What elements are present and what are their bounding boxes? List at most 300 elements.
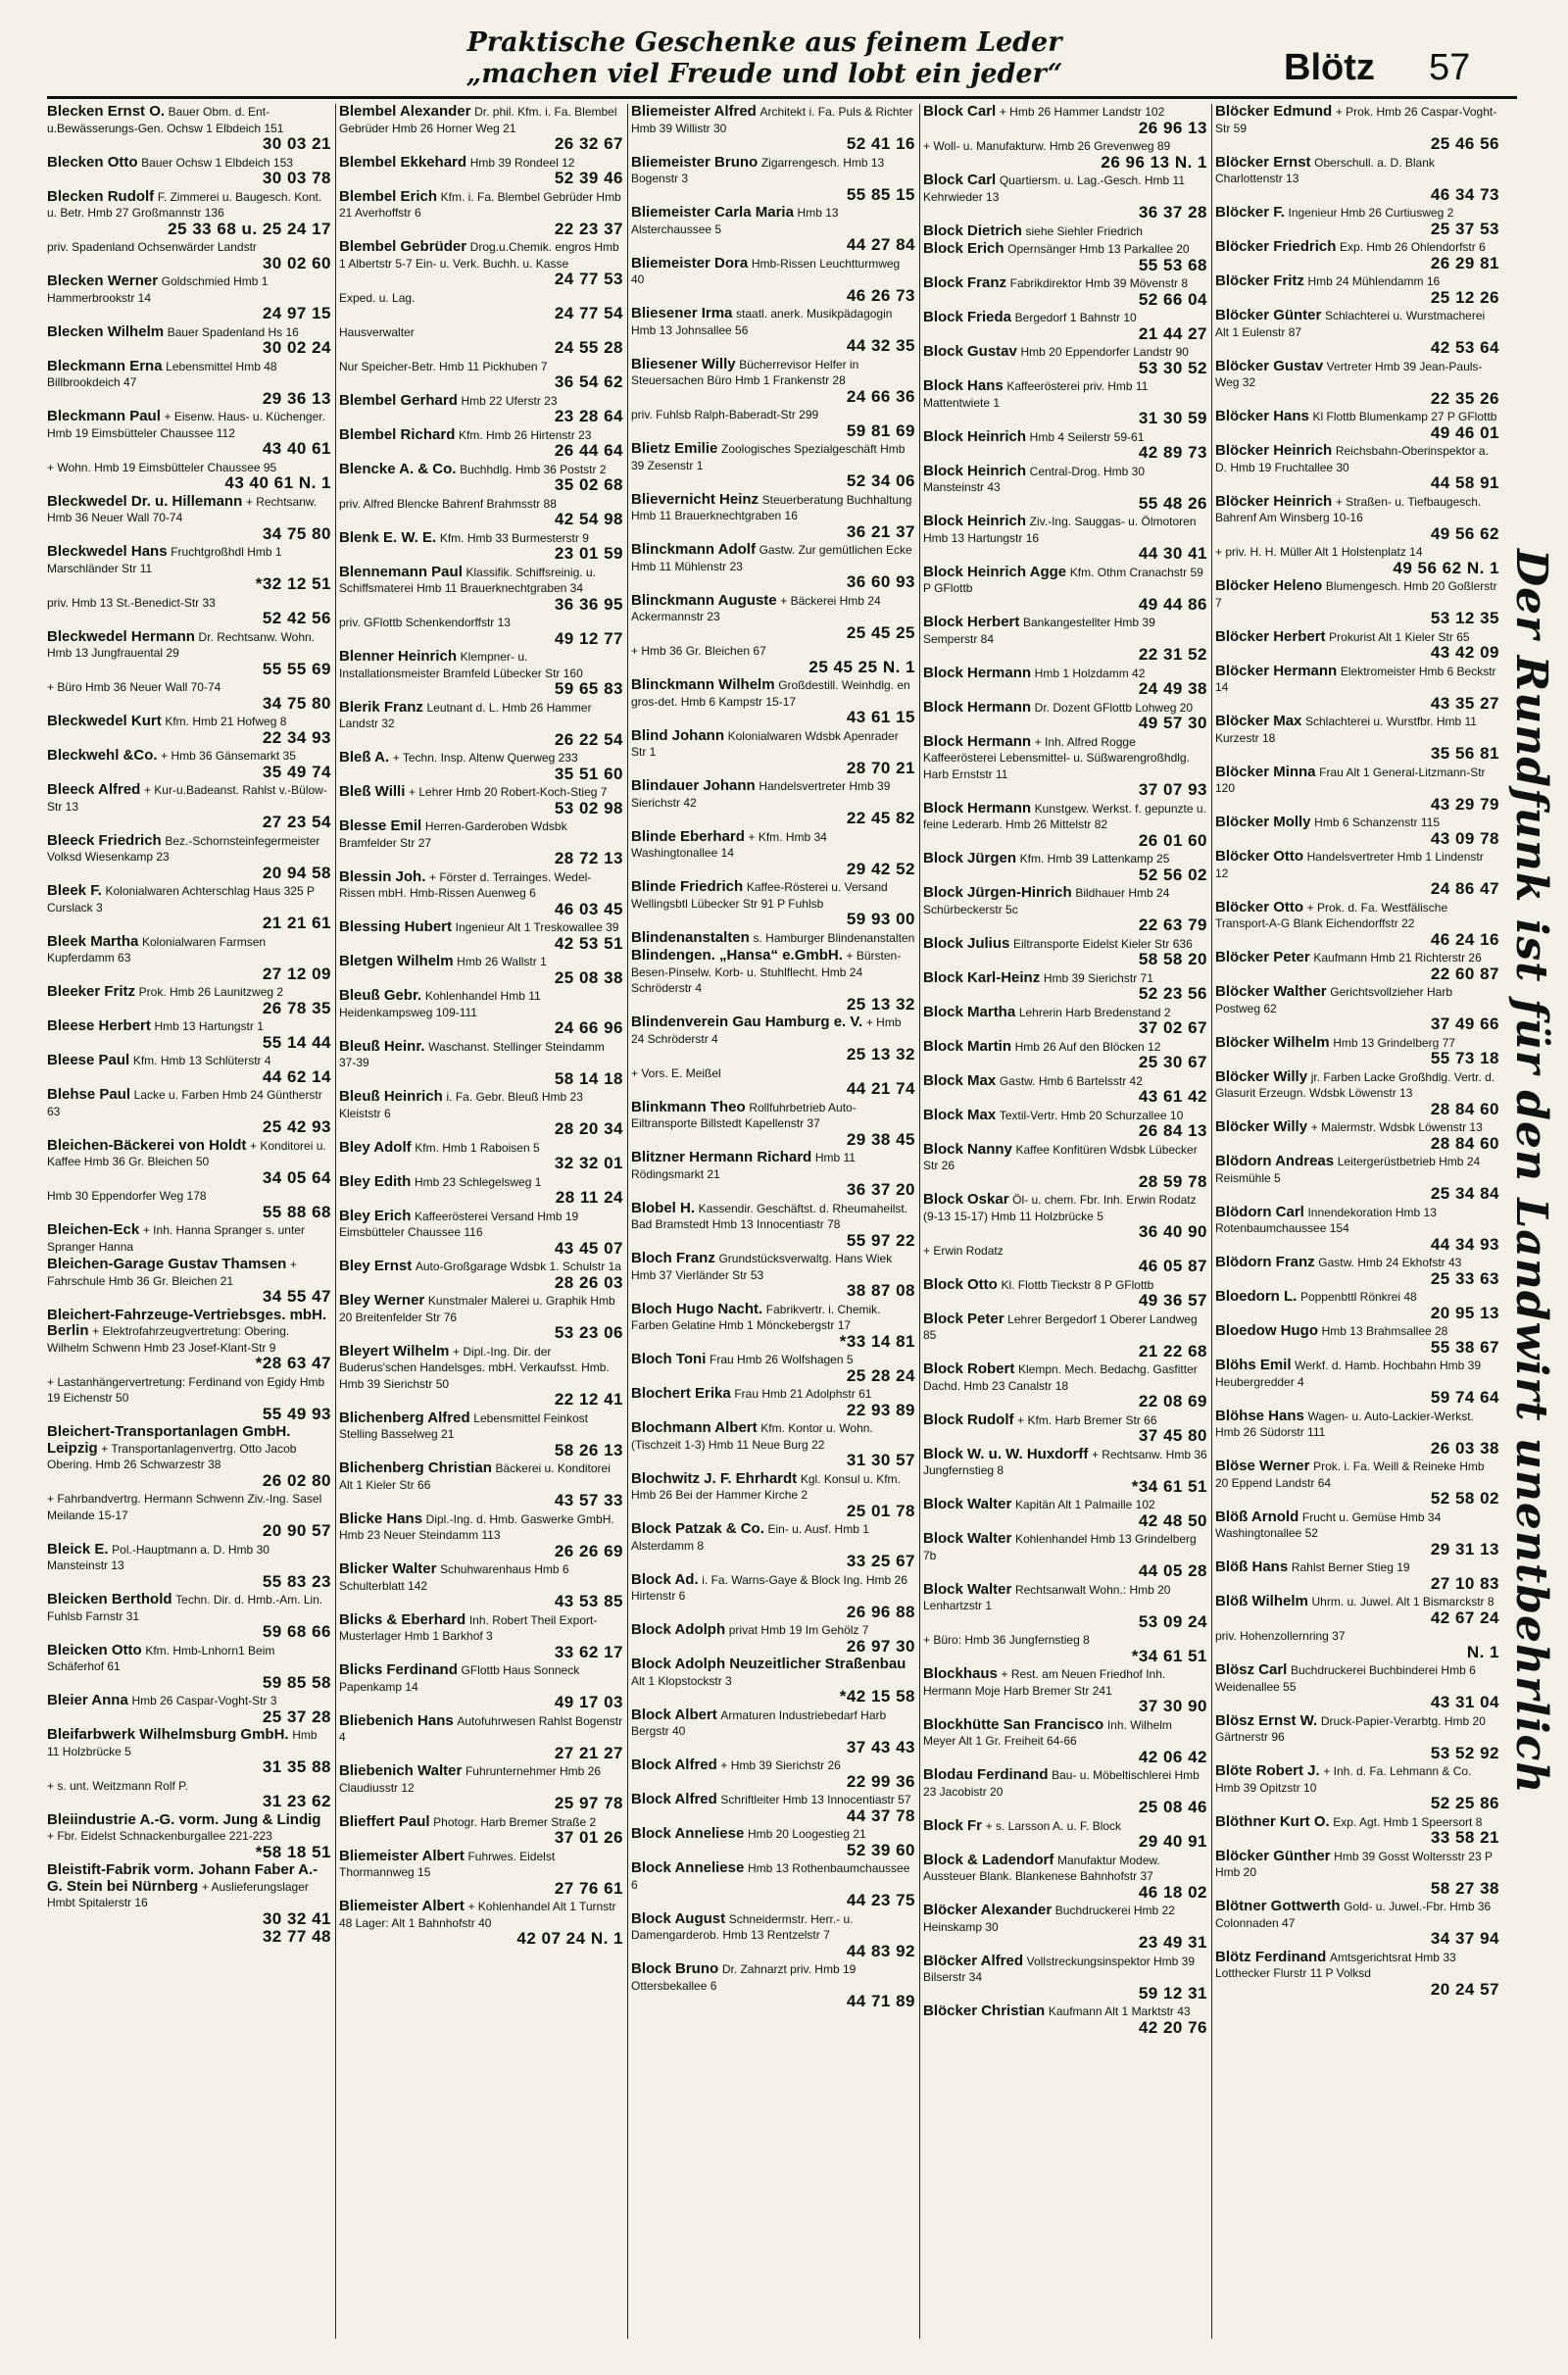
directory-entry — [339, 649, 623, 698]
entry-info: privat Hmb 19 Im Gehölz 7 — [728, 1623, 869, 1637]
entry-name: Blecken Werner — [47, 272, 159, 289]
entry-phone: 25 45 25 — [846, 622, 915, 642]
entry-name: Block Dietrich — [923, 222, 1022, 239]
entry-phone: 46 05 87 — [1138, 1257, 1207, 1275]
entry-name: Blöß Wilhelm — [1215, 1593, 1308, 1609]
entry-phone: 55 38 67 — [1430, 1337, 1499, 1357]
directory-entry — [923, 310, 1207, 342]
entry-name: Bliemeister Albert — [339, 1898, 465, 1914]
directory-entry — [923, 2004, 1207, 2036]
entry-phone: 59 85 58 — [262, 1672, 331, 1692]
entry-name: Block Hermann — [923, 664, 1032, 681]
entry-phone: 58 58 20 — [1138, 950, 1207, 968]
entry-phone: 52 42 56 — [262, 609, 331, 627]
entry-phone: 22 93 89 — [846, 1400, 915, 1419]
entry-info: Hmb 39 Rondeel 12 — [469, 155, 575, 170]
entry-info: priv. Spadenland Ochsenwärder Landstr — [47, 240, 257, 254]
entry-name: Block Fr — [923, 1816, 983, 1834]
entry-phone: 44 30 41 — [1138, 544, 1207, 563]
entry-phone: 22 08 69 — [1138, 1392, 1207, 1410]
entry-phone: 25 97 78 — [554, 1794, 623, 1812]
directory-entry — [631, 1352, 915, 1384]
directory-entry — [631, 1201, 915, 1250]
entry-phone: 24 97 15 — [262, 304, 331, 322]
entry-phone: 37 30 90 — [1138, 1697, 1207, 1715]
entry-phone: 55 14 44 — [262, 1032, 331, 1052]
directory-entry — [631, 1657, 915, 1706]
directory-entry — [1215, 205, 1499, 237]
entry-phone: 20 95 13 — [1430, 1303, 1499, 1322]
entry-info: Frau Hmb 26 Wolfshagen 5 — [710, 1353, 854, 1366]
directory-entry — [1215, 1950, 1499, 1999]
entry-info: + Straßen- u. Tiefbaugesch. Bahrenf Am Winsberg 10-16 — [1215, 494, 1482, 524]
entry-info: + priv. H. H. Müller Alt 1 Holstenplatz 14 — [1215, 545, 1423, 559]
entry-info: Kaffeerösterei priv. Hmb 11 Mattentwiete 1 — [923, 379, 1149, 410]
entry-phone: 44 34 93 — [1430, 1234, 1499, 1254]
entry-phone: 59 65 83 — [554, 679, 623, 698]
entry-phone: 26 84 13 — [1138, 1121, 1207, 1140]
entry-name: Blieffert Paul — [339, 1812, 430, 1830]
entry-info: Frucht u. Gemüse Hmb 34 Washingtonallee 52 — [1215, 1509, 1442, 1540]
entry-name: Block Walter — [923, 1496, 1012, 1512]
directory-entry — [47, 1592, 331, 1641]
entry-phone: 52 39 60 — [846, 1840, 915, 1859]
directory-entry — [631, 492, 915, 541]
entry-info: Hausverwalter — [339, 324, 415, 339]
entry-phone: *34 61 51 — [1131, 1476, 1207, 1496]
entry-info: Kassendir. Geschäftst. d. Rheumaheilst. Bad Bramstedt Hmb 13 Innocentiastr 78 — [631, 1201, 908, 1231]
directory-entry — [339, 1763, 623, 1812]
directory-entry — [1215, 849, 1499, 898]
directory-entry — [339, 1612, 623, 1661]
entry-phone: 25 37 28 — [262, 1707, 331, 1726]
entry-phone: 58 14 18 — [554, 1068, 623, 1088]
directory-entry — [1215, 1409, 1499, 1458]
entry-info: Vertreter Hmb 39 Jean-Pauls-Weg 32 — [1215, 359, 1483, 389]
entry-name: Blinckmann Adolf — [631, 541, 756, 558]
entry-name: Bloedorn L. — [1215, 1288, 1298, 1305]
entry-name: Bleichen-Eck — [47, 1221, 140, 1238]
entry-info: Fabrikdirektor Hmb 39 Mövenstr 8 — [1009, 276, 1189, 290]
directory-entry — [631, 1911, 915, 1960]
directory-entry — [923, 1853, 1207, 1902]
entry-name: Bleß A. — [339, 749, 390, 766]
directory-entry — [631, 1420, 915, 1469]
entry-phone: 20 94 58 — [262, 863, 331, 882]
entry-phone: 44 05 28 — [1138, 1561, 1207, 1580]
entry-phone: 53 30 52 — [1138, 358, 1207, 377]
directory-entry — [1215, 104, 1499, 153]
entry-info: Kfm. Hmb 13 Schlüterstr 4 — [132, 1054, 271, 1067]
entry-phone: 25 45 25 N. 1 — [808, 657, 915, 676]
entry-phone: 34 05 64 — [262, 1167, 331, 1187]
entry-info: + Bäckerei Hmb 24 Ackermannstr 23 — [631, 593, 881, 623]
entry-info: Drog.u.Chemik. engros Hmb 1 Albertstr 5-7 Ein- u. Verk. Buchh. u. Kasse — [339, 240, 619, 271]
entry-name: Bliemeister Carla Maria — [631, 204, 794, 221]
directory-entry — [1215, 359, 1499, 408]
directory-entry — [631, 948, 915, 1013]
entry-phone: 29 42 52 — [846, 859, 915, 878]
entry-phone: 42 07 24 N. 1 — [516, 1929, 623, 1948]
entry-info: + Hmb 26 Hammer Landstr 102 — [999, 105, 1165, 119]
entry-info: Rechtsanwalt Wohn.: Hmb 20 Lenhartzstr 1 — [923, 1582, 1171, 1612]
entry-info: Techn. Dir. d. Hmb.-Am. Lin. Fuhlsb Farnstr 31 — [47, 1593, 323, 1623]
ad-line-2: „machen viel Freude und lobt ein jeder“ — [466, 59, 1063, 89]
entry-info: Zoologisches Spezialgeschäft Hmb 39 Zesenstr 1 — [631, 442, 906, 472]
entry-name: Bleeck Friedrich — [47, 831, 162, 849]
entry-phone: 26 97 30 — [846, 1636, 915, 1656]
directory-entry — [339, 954, 623, 986]
directory-entry — [339, 1259, 623, 1291]
directory-entry — [923, 615, 1207, 664]
entry-phone: 37 01 26 — [554, 1828, 623, 1847]
directory-entry — [1215, 1255, 1499, 1287]
directory-entry — [47, 104, 331, 153]
entry-name: Bley Edith — [339, 1172, 412, 1190]
entry-info: + Hmb 36 Gr. Bleichen 67 — [631, 644, 766, 658]
entry-info: Lebensmittel Feinkost Stelling Basselweg 21 — [339, 1410, 588, 1441]
entry-phone: 44 83 92 — [846, 1941, 915, 1960]
entry-phone: 46 24 16 — [1430, 929, 1499, 949]
entry-name: Bleckmann Paul — [47, 408, 161, 424]
entry-phone: 23 49 31 — [1138, 1933, 1207, 1952]
entry-info: Herren-Garderoben Wdsbk Bramfelder Str 27 — [339, 819, 567, 850]
entry-info: Lacke u. Farben Hmb 24 Güntherstr 63 — [47, 1088, 322, 1118]
entry-phone: 53 52 92 — [1430, 1743, 1499, 1762]
entry-phone: 55 83 23 — [262, 1571, 331, 1591]
entry-info: Klempner- u. Installationsmeister Bramfeld Lübecker Str 160 — [339, 650, 583, 680]
entry-phone: 36 40 90 — [1138, 1222, 1207, 1241]
entry-name: Block Martha — [923, 1003, 1016, 1020]
entry-info: Poppenbttl Rönkrei 48 — [1299, 1290, 1417, 1304]
entry-phone: 34 75 80 — [262, 523, 331, 543]
entry-phone: 37 49 66 — [1430, 1014, 1499, 1033]
entry-name: Bliebenich Hans — [339, 1711, 454, 1729]
directory-entry — [47, 324, 331, 357]
entry-name: Blöcker Fritz — [1215, 272, 1304, 289]
entry-info: Gastw. Hmb 24 Ekhofstr 43 — [1318, 1256, 1462, 1269]
entry-info: Dr. phil. Kfm. i. Fa. Blembel Gebrüder Hmb 26 Horner Weg 21 — [339, 105, 617, 135]
entry-phone: 42 89 73 — [1138, 443, 1207, 462]
entry-name: Bley Werner — [339, 1292, 425, 1309]
entry-info: Inh. Wilhelm Meyer Alt 1 Gr. Freiheit 64-66 — [923, 1717, 1172, 1748]
entry-info: Frau Alt 1 General-Litzmann-Str 120 — [1215, 765, 1486, 795]
entry-info: Hmb 13 Rothenbaumchaussee 6 — [631, 1861, 910, 1892]
entry-name: Blindenverein Gau Hamburg e. V. — [631, 1014, 863, 1030]
entry-info: Hmb 13 Brahmsallee 28 — [1321, 1324, 1448, 1338]
entry-info: staatl. anerk. Musikpädagogin Hmb 13 Johnsallee 56 — [631, 307, 893, 337]
entry-name: Blöte Robert J. — [1215, 1762, 1320, 1779]
directory-entry — [923, 1361, 1207, 1410]
entry-info: Autofuhrwesen Rahlst Bogenstr 4 — [339, 1713, 623, 1744]
entry-name: Blembel Richard — [339, 425, 456, 443]
entry-name: Blöcker Gustav — [1215, 357, 1324, 374]
entry-info: Hmb 30 Eppendorfer Weg 178 — [47, 1189, 207, 1203]
entry-phone: 26 96 13 N. 1 — [1101, 152, 1207, 172]
directory-entry — [339, 869, 623, 918]
entry-name: Blöcker Heinrich — [1215, 492, 1333, 510]
entry-name: Bliesener Irma — [631, 305, 733, 322]
entry-name: Blöcker Minna — [1215, 763, 1316, 780]
entry-phone: 24 77 53 — [554, 270, 623, 288]
entry-name: Blinde Eberhard — [631, 827, 745, 845]
entry-name: Blockhaus — [923, 1665, 998, 1682]
entry-name: Block Robert — [923, 1361, 1015, 1377]
entry-info: Schlachterei u. Wurstfbr. Hmb 11 Kurzestr 18 — [1215, 715, 1477, 745]
directory-entry — [339, 700, 623, 749]
entry-phone: 55 55 69 — [262, 659, 331, 678]
directory-entry — [47, 984, 331, 1016]
entry-phone: 34 75 80 — [262, 693, 331, 713]
entry-name: Blöhs Emil — [1215, 1357, 1292, 1373]
directory-entry — [339, 530, 623, 563]
entry-phone: 28 70 21 — [846, 758, 915, 777]
directory-entry — [923, 970, 1207, 1003]
entry-phone: 43 40 61 — [262, 439, 331, 458]
entry-info: Exp. Hmb 26 Ohlendorfstr 6 — [1340, 240, 1486, 254]
entry-info: Dr. Rechtsanw. Wohn. Hmb 13 Jungfrauental 29 — [47, 629, 316, 660]
directory-entry — [923, 344, 1207, 376]
directory-entry — [631, 778, 915, 827]
directory-entry — [47, 883, 331, 932]
entry-info: Kaufmann Alt 1 Marktstr 43 — [1048, 2004, 1191, 2018]
directory-entry — [47, 1542, 331, 1591]
entry-phone: 49 57 30 — [1138, 714, 1207, 732]
entry-info: Hmb 13 Hartungstr 1 — [154, 1019, 264, 1033]
entry-info: Innendekoration Hmb 13 Rotenbaumchaussee 154 — [1215, 1205, 1437, 1235]
entry-phone: 42 53 51 — [554, 933, 623, 953]
entry-info: Hmb 39 Sierichstr 71 — [1043, 970, 1153, 985]
entry-phone: 52 66 04 — [1138, 289, 1207, 309]
entry-phone: 26 02 80 — [262, 1470, 331, 1490]
entry-info: Elektromeister Hmb 6 Beckstr 14 — [1215, 664, 1496, 694]
directory-entry — [1215, 1035, 1499, 1067]
entry-phone: 52 34 06 — [846, 471, 915, 490]
entry-info: Kfm. Kontor u. Wohn. (Tischzeit 1-3) Hmb 11 Neue Burg 22 — [631, 1421, 873, 1452]
directory-entry — [47, 1257, 331, 1306]
entry-phone: 22 45 82 — [846, 809, 915, 827]
directory-entry — [47, 1727, 331, 1776]
entry-info: Vollstreckungsinspektor Hmb 39 Bilserstr 34 — [923, 1954, 1196, 1984]
entry-phone: 26 03 38 — [1430, 1438, 1499, 1458]
entry-name: Bloedow Hugo — [1215, 1322, 1318, 1339]
entry-info: Prok. i. Fa. Weill & Reineke Hmb 20 Eppend Landstr 64 — [1215, 1460, 1485, 1490]
directory-entry — [923, 700, 1207, 732]
entry-name: Blöß Arnold — [1215, 1508, 1299, 1525]
entry-phone: 59 68 66 — [262, 1622, 331, 1641]
entry-phone: 52 23 56 — [1138, 984, 1207, 1003]
directory-entry — [47, 1778, 331, 1810]
directory-entry — [631, 1622, 915, 1655]
directory-entry — [631, 829, 915, 878]
entry-name: Blöcker Wilhelm — [1215, 1033, 1330, 1051]
entry-info: Architekt i. Fa. Puls & Richter Hmb 39 Willistr 30 — [631, 105, 913, 135]
entry-name: Blöcker Friedrich — [1215, 238, 1337, 255]
entry-name: Blenk E. W. E. — [339, 528, 437, 546]
entry-info: Klassifik. Schiffsreinig. u. Schiffsmaterei Hmb 11 Brauerknechtgraben 34 — [339, 565, 596, 595]
entry-name: Block Albert — [631, 1706, 717, 1723]
entry-phone: 28 72 13 — [554, 849, 623, 867]
entry-info: + Prok. Hmb 26 Caspar-Voght-Str 59 — [1215, 105, 1497, 135]
entry-info: + s. unt. Weitzmann Rolf P. — [47, 1778, 188, 1793]
entry-info: Hmb 11 Holzbrücke 5 — [47, 1728, 318, 1758]
entry-phone: 49 56 62 — [1430, 523, 1499, 543]
entry-name: Blembel Alexander — [339, 104, 471, 120]
directory-entry — [923, 1767, 1207, 1816]
directory-entry — [1215, 1289, 1499, 1321]
entry-phone: 37 43 43 — [846, 1737, 915, 1757]
entry-info: Exped. u. Lag. — [339, 290, 416, 305]
directory-entry — [923, 936, 1207, 968]
entry-name: Blöcker Christian — [923, 2003, 1046, 2019]
directory-entry — [47, 409, 331, 458]
entry-info: + Rechtsanw. Hmb 36 Jungfernstieg 8 — [923, 1447, 1207, 1477]
entry-info: Kaffee-Rösterei u. Versand Wellingsbtl Lübecker Str 91 P Fuhlsb — [631, 880, 888, 911]
entry-phone: 26 26 69 — [554, 1541, 623, 1560]
entry-info: Kfm. Hmb 39 Lattenkamp 25 — [1019, 852, 1170, 866]
entry-name: Block Julius — [923, 934, 1010, 952]
entry-phone: 42 54 98 — [554, 510, 623, 528]
entry-phone: 32 32 01 — [554, 1154, 623, 1172]
entry-phone: 25 08 38 — [554, 967, 623, 987]
entry-phone: 52 39 46 — [554, 169, 623, 187]
entry-phone: 24 66 96 — [554, 1018, 623, 1037]
directory-entry — [631, 1572, 915, 1621]
entry-name: Bleckwedel Hermann — [47, 627, 195, 645]
entry-info: Hmb 13 Alsterchaussee 5 — [631, 206, 839, 236]
directory-entry — [631, 1150, 915, 1199]
entry-info: Buchdruckerei Hmb 22 Heinskamp 30 — [923, 1904, 1175, 1934]
entry-phone: 43 29 79 — [1430, 794, 1499, 814]
directory-entry — [631, 542, 915, 591]
directory-entry — [923, 1954, 1207, 2003]
entry-phone: 29 36 13 — [262, 388, 331, 408]
directory-entry — [923, 801, 1207, 850]
entry-name: Bleckwehl &Co. — [47, 747, 158, 764]
entry-name: Blöcker Alexander — [923, 1902, 1053, 1918]
entry-info: Kaffee Konfitüren Wdsbk Lübecker Str 26 — [923, 1142, 1198, 1172]
entry-info: Textil-Vertr. Hmb 20 Schurzallee 10 — [999, 1108, 1184, 1122]
directory-entry — [1215, 1323, 1499, 1356]
entry-info: Schneidermstr. Herr.- u. Damengarderob. Hmb 13 Rentzelstr 7 — [631, 1911, 854, 1942]
entry-phone: 35 51 60 — [554, 764, 623, 783]
entry-name: Block Alfred — [631, 1791, 717, 1807]
directory-entry — [339, 496, 623, 528]
entry-name: Block Alfred — [631, 1757, 717, 1773]
entry-name: Blöcker Walther — [1215, 983, 1327, 1000]
directory-entry — [1215, 1205, 1499, 1254]
entry-name: Block & Ladendorf — [923, 1851, 1054, 1868]
entry-info: Exp. Agt. Hmb 1 Speersort 8 — [1333, 1814, 1483, 1829]
entry-phone: 53 09 24 — [1138, 1611, 1207, 1631]
entry-name: Blinde Friedrich — [631, 878, 744, 895]
entry-phone: 43 61 42 — [1138, 1087, 1207, 1106]
directory-entry — [631, 441, 915, 490]
directory-entry — [1215, 900, 1499, 949]
entry-phone: 26 29 81 — [1430, 253, 1499, 272]
entry-name: Blödorn Carl — [1215, 1203, 1304, 1220]
entry-info: Öl- u. chem. Fbr. Inh. Erwin Rodatz (9-13 15-17) Hmb 11 Holzbrücke 5 — [923, 1193, 1197, 1223]
entry-phone: 30 03 78 — [262, 169, 331, 187]
header-rule — [47, 96, 1517, 99]
directory-entry — [1215, 815, 1499, 847]
entry-info: Steuerberatung Buchhaltung Hmb 11 Brauerknechtgraben 16 — [631, 492, 912, 522]
entry-name: Bliemeister Albert — [339, 1847, 465, 1864]
entry-name: Block Gustav — [923, 343, 1017, 360]
entry-name: Blembel Gerhard — [339, 391, 458, 409]
entry-name: Blöcker Hermann — [1215, 662, 1338, 679]
entry-phone: 55 48 26 — [1138, 493, 1207, 513]
directory-entry — [631, 930, 915, 947]
directory-entry — [47, 1053, 331, 1085]
entry-phone: 44 21 74 — [846, 1079, 915, 1098]
entry-info: Alt 1 Klopstockstr 3 — [631, 1673, 732, 1688]
entry-name: Blötner Gottwerth — [1215, 1898, 1341, 1914]
entry-phone: 49 17 03 — [554, 1693, 623, 1711]
entry-phone: 53 12 35 — [1430, 609, 1499, 627]
directory-entry — [923, 378, 1207, 427]
entry-phone: 36 54 62 — [554, 372, 623, 391]
entry-phone: 49 44 86 — [1138, 594, 1207, 614]
directory-entry — [923, 1717, 1207, 1766]
entry-info: Hmb 23 Schlegelsweg 1 — [414, 1174, 542, 1189]
entry-name: Block Walter — [923, 1580, 1012, 1598]
entry-info: + Hmb 39 Sierichstr 26 — [720, 1758, 841, 1772]
entry-name: Blind Johann — [631, 726, 724, 744]
entry-name: Blöcker Peter — [1215, 949, 1310, 965]
column-4 — [923, 104, 1207, 2339]
entry-name: Block Anneliese — [631, 1825, 745, 1842]
directory-entry — [923, 1108, 1207, 1140]
directory-entry — [47, 1018, 331, 1051]
directory-entry — [631, 1860, 915, 1909]
entry-phone: 30 03 21 — [262, 134, 331, 153]
entry-phone: 46 18 02 — [1138, 1882, 1207, 1902]
entry-phone: 25 33 63 — [1430, 1268, 1499, 1288]
directory-entry — [1215, 409, 1499, 441]
directory-entry — [631, 1792, 915, 1824]
entry-phone: 27 23 54 — [262, 813, 331, 831]
directory-entry — [1215, 1899, 1499, 1948]
directory-entry — [339, 324, 623, 357]
entry-name: Block Franz — [923, 274, 1007, 291]
entry-info: + Konditorei u. Kaffee Hmb 36 Gr. Bleichen 50 — [47, 1138, 326, 1168]
entry-phone: 26 22 54 — [554, 729, 623, 749]
entry-name: Blindengen. „Hansa“ e.GmbH. — [631, 947, 843, 964]
entry-phone: 27 21 27 — [554, 1743, 623, 1762]
directory-entry — [923, 1818, 1207, 1851]
directory-entry — [923, 104, 1207, 136]
directory-entry — [339, 1410, 623, 1460]
entry-info: Fabrikvertr. i. Chemik. Farben Gelatine Hmb 1 Mönckebergstr 17 — [631, 1302, 881, 1332]
entry-name: Blenner Heinrich — [339, 648, 458, 665]
entry-name: Bleichert-Fahrzeuge-Vertriebsges. mbH. Berlin — [47, 1306, 327, 1339]
directory-entry — [631, 1386, 915, 1418]
directory-entry — [339, 359, 623, 391]
entry-info: + Kfm. Hmb 34 Washingtonallee 14 — [631, 829, 827, 860]
entry-phone: 22 23 37 — [554, 219, 623, 238]
directory-entry — [47, 748, 331, 780]
directory-entry — [47, 189, 331, 238]
entry-name: Blitzner Hermann Richard — [631, 1149, 812, 1165]
entry-phone: 25 13 32 — [846, 994, 915, 1014]
entry-phone: 25 28 24 — [846, 1365, 915, 1385]
directory-entry — [339, 1561, 623, 1610]
entry-name: Blöcker Alfred — [923, 1952, 1023, 1969]
entry-phone: 49 56 62 N. 1 — [1393, 558, 1499, 577]
directory-entry — [339, 155, 623, 187]
directory-entry — [1215, 1713, 1499, 1762]
